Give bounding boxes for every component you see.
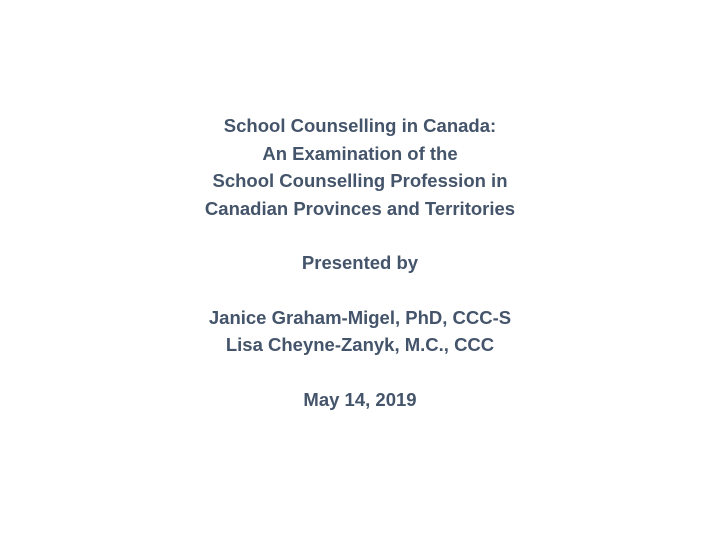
date-text: May 14, 2019 [303, 388, 417, 410]
spacer [40, 277, 680, 304]
presenters [40, 304, 680, 359]
title-line-1: School Counselling in Canada: [223, 115, 497, 136]
title-line-3: School Counselling Profession in [212, 170, 508, 191]
title-line-4: Canadian Provinces and Territories [204, 197, 516, 219]
spacer [40, 359, 680, 386]
presenter-1: Janice Graham-Migel, PhD, CCC-S [208, 306, 512, 328]
presented-by-label: Presented by [301, 252, 419, 273]
title-line-2: An Examination of the [262, 142, 458, 164]
presented-by [40, 249, 680, 277]
presentation-date [40, 386, 680, 414]
slide-content [40, 112, 680, 413]
spacer [40, 222, 680, 249]
slide-title [40, 112, 680, 222]
presenter-2: Lisa Cheyne-Zanyk, M.C., CCC [225, 334, 495, 355]
